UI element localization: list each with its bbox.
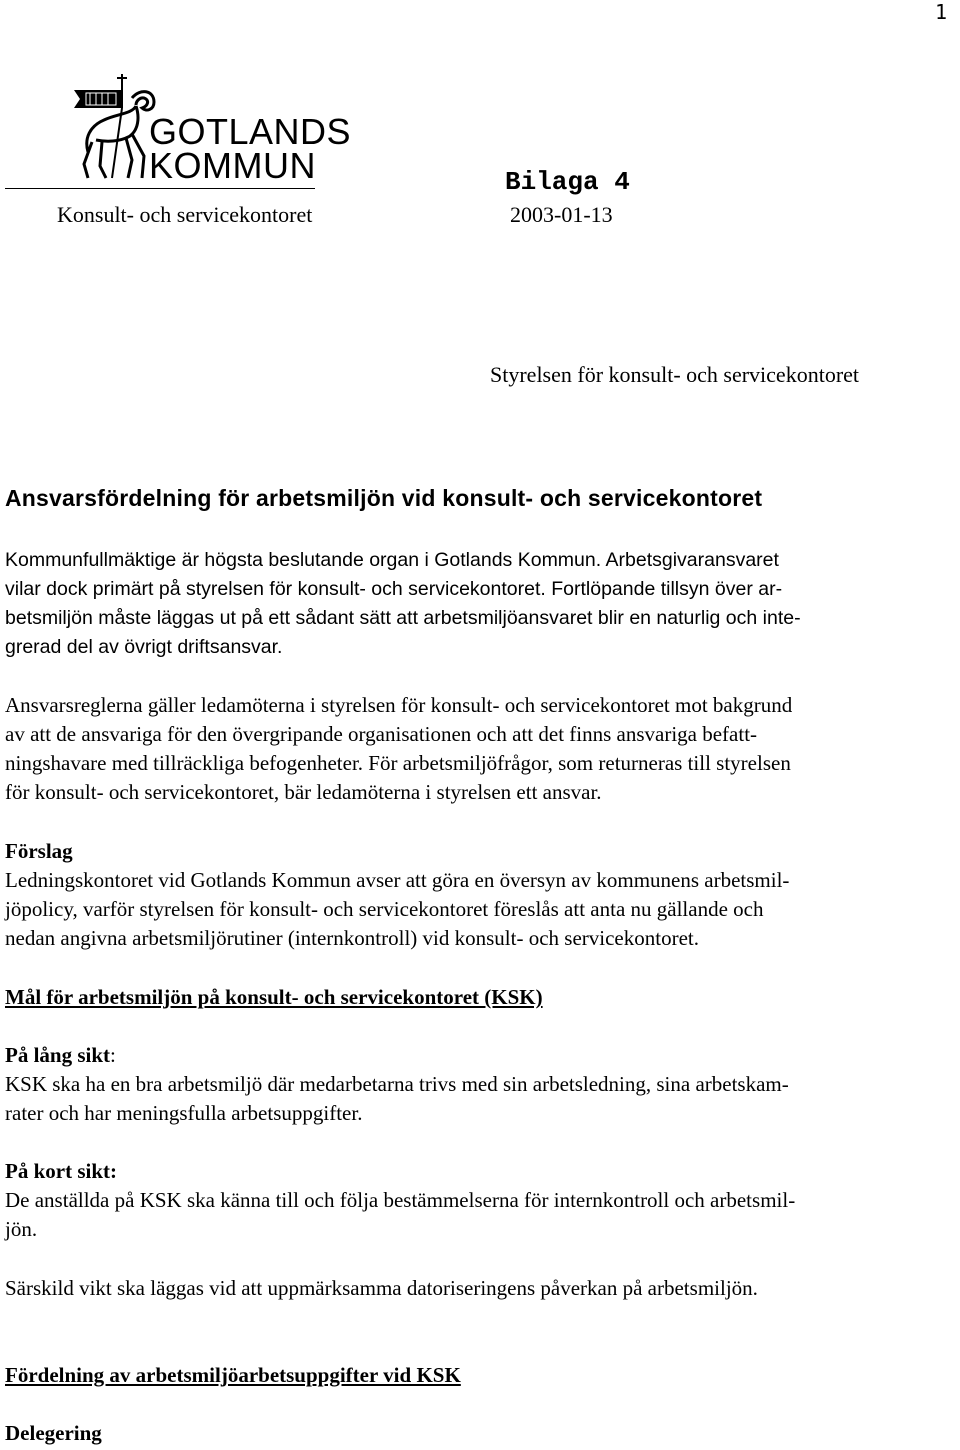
logo-text-line1: GOTLANDS [149,111,352,152]
long-term-section [5,1041,955,1128]
proposal-line: Ledningskontoret vid Gotlands Kommun avser att göra en översyn av kommunens arbetsmil- [5,868,790,892]
proposal-line: jöpolicy, varför styrelsen för konsult- och servicekontoret föreslås att anta nu gällande och [5,897,764,921]
paragraph-1 [5,546,955,662]
recipient: Styrelsen för konsult- och servicekontoret [490,362,860,387]
proposal-section [5,837,955,953]
header-divider [5,188,315,189]
attachment-label: Bilaga 4 [505,167,630,197]
paragraph-1-line [5,575,955,604]
logo-text-line2: KOMMUN [149,145,316,186]
short-term-line: jön. [5,1217,38,1241]
paragraph-1-segment: vilar dock primärt på styrelsen för konsult- och servicekontoret. [5,578,552,600]
distribution-heading: Fördelning av arbetsmiljöarbetsuppgifter vid KSK [5,1363,461,1387]
proposal-line: nedan angivna arbetsmiljörutiner (internkontroll) vid konsult- och servicekontoret. [5,926,699,950]
document-title: Ansvarsfördelning för arbetsmiljön vid konsult- och servicekontoret [5,485,763,511]
special-note: Särskild vikt ska läggas vid att uppmärksamma datoriseringens påverkan på arbetsmiljön. [5,1276,758,1300]
paragraph-2-line: Ansvarsreglerna gäller ledamöterna i styrelsen för konsult- och servicekontoret mot bakgrund [5,693,793,717]
proposal-heading: Förslag [5,839,73,863]
long-term-colon: : [110,1043,116,1067]
paragraph-1-segment: Fortlöpande tillsyn över ar- [551,578,783,600]
paragraph-2-line: för konsult- och servicekontoret, bär ledamöterna i styrelsen ett ansvar. [5,780,602,804]
long-term-label: På lång sikt [5,1043,111,1067]
paragraph-1-line: Kommunfullmäktige är högsta beslutande organ i Gotlands Kommun. Arbetsgivaransvaret [5,549,779,571]
long-term-line: rater och har meningsfulla arbetsuppgifter. [5,1101,363,1125]
paragraph-2 [5,691,955,807]
page-number: 1 [935,0,948,24]
short-term-heading: På kort sikt: [5,1159,117,1183]
paragraph-2-line: av att de ansvariga för den övergripande organisationen och att det finns ansvariga befatt- [5,722,758,746]
long-term-line: KSK ska ha en bra arbetsmiljö där medarbetarna trivs med sin arbetsledning, sina arbetskam- [5,1072,789,1096]
short-term-section [5,1157,955,1244]
long-term-heading [5,1041,955,1070]
paragraph-2-line: ningshavare med tillräckliga befogenheter. För arbetsmiljöfrågor, som returneras till styrelsen [5,751,791,775]
goals-heading: Mål för arbetsmiljön på konsult- och servicekontoret (KSK) [5,985,543,1009]
paragraph-1-line: betsmiljön måste läggas ut på ett sådant sätt att arbetsmiljöansvaret blir en naturlig och inte- [5,607,801,629]
paragraph-1-line: grerad del av övrigt driftsansvar. [5,636,283,658]
department-name: Konsult- och servicekontoret [57,202,313,227]
document-date: 2003-01-13 [510,202,613,227]
delegation-heading: Delegering [5,1421,102,1445]
short-term-line: De anställda på KSK ska känna till och följa bestämmelserna för internkontroll och arbetsmil- [5,1188,796,1212]
ram-banner-logo-icon [70,68,160,188]
